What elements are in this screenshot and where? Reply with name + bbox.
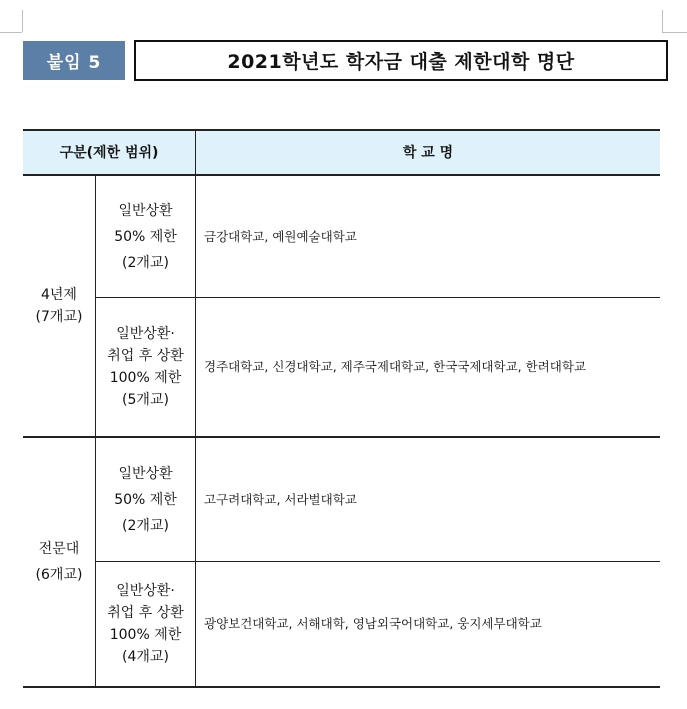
limit-line: 취업 후 상환: [107, 348, 184, 364]
school-list: 경주대학교, 신경대학교, 제주국제대학교, 한국국제대학교, 한려대학교: [204, 359, 586, 374]
limit-cell: [96, 562, 195, 686]
table-bottom-rule: [23, 686, 660, 688]
crop-mark: [22, 10, 23, 32]
limit-line: (4개교): [122, 649, 169, 665]
crop-mark: [662, 32, 687, 33]
group-cell: [23, 438, 95, 686]
limit-line: 일반상환·: [116, 583, 175, 599]
attachment-badge: 붙임 5: [23, 41, 125, 80]
limit-line: 100% 제한: [109, 627, 182, 643]
group-name: 4년제: [41, 287, 77, 303]
limit-line: 50% 제한: [114, 228, 177, 245]
limit-line: 취업 후 상환: [107, 605, 184, 621]
limit-line: 일반상환: [118, 465, 173, 482]
group-count: (6개교): [35, 567, 83, 583]
restricted-university-table: [23, 129, 660, 688]
school-list: 고구려대학교, 서라벌대학교: [204, 491, 357, 507]
limit-line: (2개교): [122, 254, 169, 271]
header-category: 구분(제한 범위): [59, 144, 159, 161]
limit-line: 일반상환: [118, 202, 173, 219]
limit-cell: [96, 298, 195, 436]
limit-cell: [96, 438, 195, 561]
crop-mark: [0, 32, 22, 33]
school-list: 광양보건대학교, 서해대학, 영남외국어대학교, 웅지세무대학교: [204, 616, 542, 631]
limit-line: (5개교): [122, 392, 169, 408]
group-name: 전문대: [38, 541, 80, 557]
limit-cell: [96, 176, 195, 297]
limit-line: (2개교): [122, 517, 169, 534]
limit-line: 100% 제한: [109, 370, 182, 386]
document-title: 2021학년도 학자금 대출 제한대학 명단: [134, 40, 668, 81]
crop-mark: [662, 10, 663, 32]
limit-line: 50% 제한: [114, 491, 177, 508]
header-school-name: 학 교 명: [402, 144, 454, 161]
school-list: 금강대학교, 예원예술대학교: [204, 228, 357, 244]
group-count: (7개교): [35, 309, 83, 325]
limit-line: 일반상환·: [116, 326, 175, 342]
group-cell: [23, 176, 95, 436]
